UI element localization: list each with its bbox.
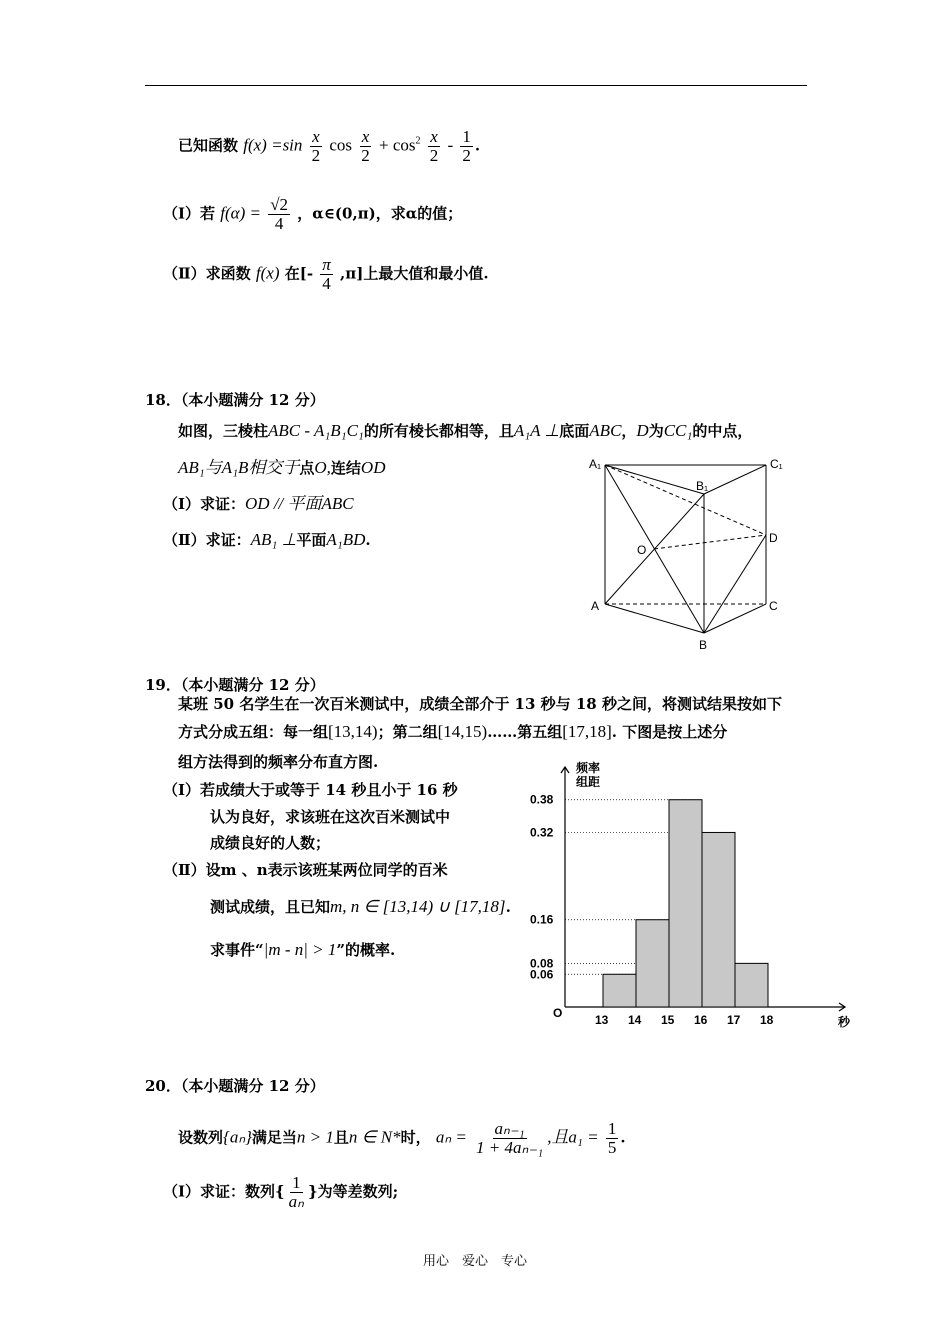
x-tick-label-17: 17	[727, 1013, 741, 1027]
y-label-line2: 组距	[576, 775, 601, 789]
p17-part1: （Ⅰ）若 f(α) = $\frac{√2}{4}$ ，α∈(0,π)，求α的值；	[163, 195, 463, 233]
p19-line3: 组方法得到的频率分布直方图.	[178, 753, 379, 771]
y-tick-label-3: 0.16	[530, 912, 554, 927]
p18-line2: AB₁与A₁B相交于点O,连结OD	[178, 458, 386, 477]
label-A: A	[591, 599, 600, 613]
p19-part2-l2: 测试成绩，且已知m, n ∈ [13,14) ∪ [17,18].	[210, 897, 511, 916]
p17-sup2: 2	[415, 135, 421, 147]
p17-minus: -	[447, 135, 454, 155]
p20-recur-frac: $\frac{\text{aₙ₋₁}}{\text{1 + 4aₙ₋₁}}$	[476, 1119, 544, 1157]
x-tick-label-16: 16	[694, 1013, 708, 1027]
p20-header: 20．（本小题满分 12 分）	[145, 1077, 325, 1095]
x-tick-label-13: 13	[595, 1013, 609, 1027]
p17-func: f(x) =sin	[243, 135, 303, 155]
label-B1: B₁	[696, 479, 709, 493]
p19-part2-l1: （Ⅱ）设m 、n表示该班某两位同学的百米	[163, 861, 448, 879]
p19-part2-l3: 求事件“|m - n| > 1”的概率.	[210, 940, 396, 959]
histogram-bar-3	[669, 800, 702, 1007]
label-B: B	[699, 638, 708, 652]
page-footer: 用心 爱心 专心	[422, 1254, 527, 1269]
y-tick-label-1: 0.38	[530, 792, 554, 807]
histogram-bar-5	[735, 963, 768, 1007]
histogram-bar-2	[636, 920, 669, 1007]
header-rule	[145, 85, 807, 86]
y-tick-label-5: 0.06	[530, 967, 554, 982]
p19-part1-l3: 成绩良好的人数；	[210, 834, 331, 852]
label-O: O	[637, 543, 647, 557]
p18-part1: （Ⅰ）求证：OD // 平面ABC	[163, 494, 354, 513]
y-label-line1: 频率	[576, 761, 601, 775]
origin-label: O	[553, 1006, 563, 1020]
p17-frac-pi4: $\frac{\pi}{4}$	[322, 255, 331, 293]
p20-part1: （Ⅰ）求证：数列{ $\frac{1}{\text{aₙ}}$ }为等差数列;	[163, 1173, 399, 1211]
p17-intro: 已知函数	[178, 136, 239, 155]
x-tick-label-18: 18	[760, 1013, 774, 1027]
label-C1: C₁	[770, 457, 783, 471]
p20-a1-frac: $\frac{1}{5}$	[607, 1119, 617, 1157]
p17-frac-x3: $\frac{x}{2}$	[429, 127, 439, 165]
histogram-bar-1	[603, 974, 636, 1007]
p17-stem: 已知函数 f(x) =sin $\frac{x}{2}$ cos $\frac{x}{2}$ + $\cos^2$ $\frac{x}{2}$ - $\frac{1}{2}$ .	[178, 127, 481, 165]
x-tick-label-15: 15	[661, 1013, 675, 1027]
p19-line2: 方式分成五组：每一组[13,14)；第二组[14,15)……第五组[17,18]. 下图是按上述分	[178, 722, 728, 741]
p17-frac-sqrt2: $\frac{√2}{4}$	[270, 195, 289, 233]
p19-part1-l2: 认为良好，求该班在这次百米测试中	[210, 808, 451, 826]
p18-header: 18．（本小题满分 12 分）	[145, 391, 325, 409]
edge-B1C1	[704, 465, 766, 494]
p17-plus-cos: + cos	[379, 135, 416, 155]
y-tick-label-4: 0.08	[530, 956, 554, 971]
frequency-histogram	[520, 755, 860, 1035]
line-OD	[654, 535, 766, 549]
p17-cos: cos	[329, 135, 353, 155]
prism-figure	[580, 450, 790, 660]
label-A1: A₁	[589, 457, 602, 471]
p20-line1: 设数列{aₙ}满足当n > 1且n ∈ N*时， aₙ = $\frac{\text{aₙ₋₁}}{\text{1 + 4aₙ₋₁}}$ ,且a₁ = $\frac{1}{5}$ .	[178, 1119, 626, 1157]
p18-line1: 如图，三棱柱ABC - A₁B₁C₁的所有棱长都相等，且A₁A ⊥底面ABC，D为CC₁的中点，	[178, 421, 753, 440]
label-D: D	[769, 531, 778, 545]
line-A1D	[605, 465, 766, 535]
histogram-bar-4	[702, 832, 735, 1007]
p18-part2: （Ⅱ）求证：AB₁ ⊥平面A₁BD.	[163, 530, 371, 549]
x-tick-label-14: 14	[628, 1013, 642, 1027]
p20-recip-frac: $\frac{1}{\text{aₙ}}$	[288, 1173, 304, 1211]
p17-part2: （Ⅱ）求函数 f(x) 在[- $\frac{\pi}{4}$ ,π]上最大值和最小值.	[163, 255, 489, 293]
p19-header: 19．（本小题满分 12 分）	[145, 676, 325, 694]
p17-frac-half: $\frac{1}{2}$	[462, 127, 471, 165]
p19-line1: 某班 50 名学生在一次百米测试中，成绩全部介于 13 秒与 18 秒之间，将测试结果按如下	[178, 695, 782, 713]
p17-frac-x1: $\frac{x}{2}$	[311, 127, 321, 165]
x-axis-label: 秒	[838, 1015, 851, 1029]
p19-part1-l1: （Ⅰ）若成绩大于或等于 14 秒且小于 16 秒	[163, 781, 458, 799]
label-C: C	[769, 599, 778, 613]
p17-frac-x2: $\frac{x}{2}$	[361, 127, 370, 165]
y-tick-label-2: 0.32	[530, 825, 554, 840]
